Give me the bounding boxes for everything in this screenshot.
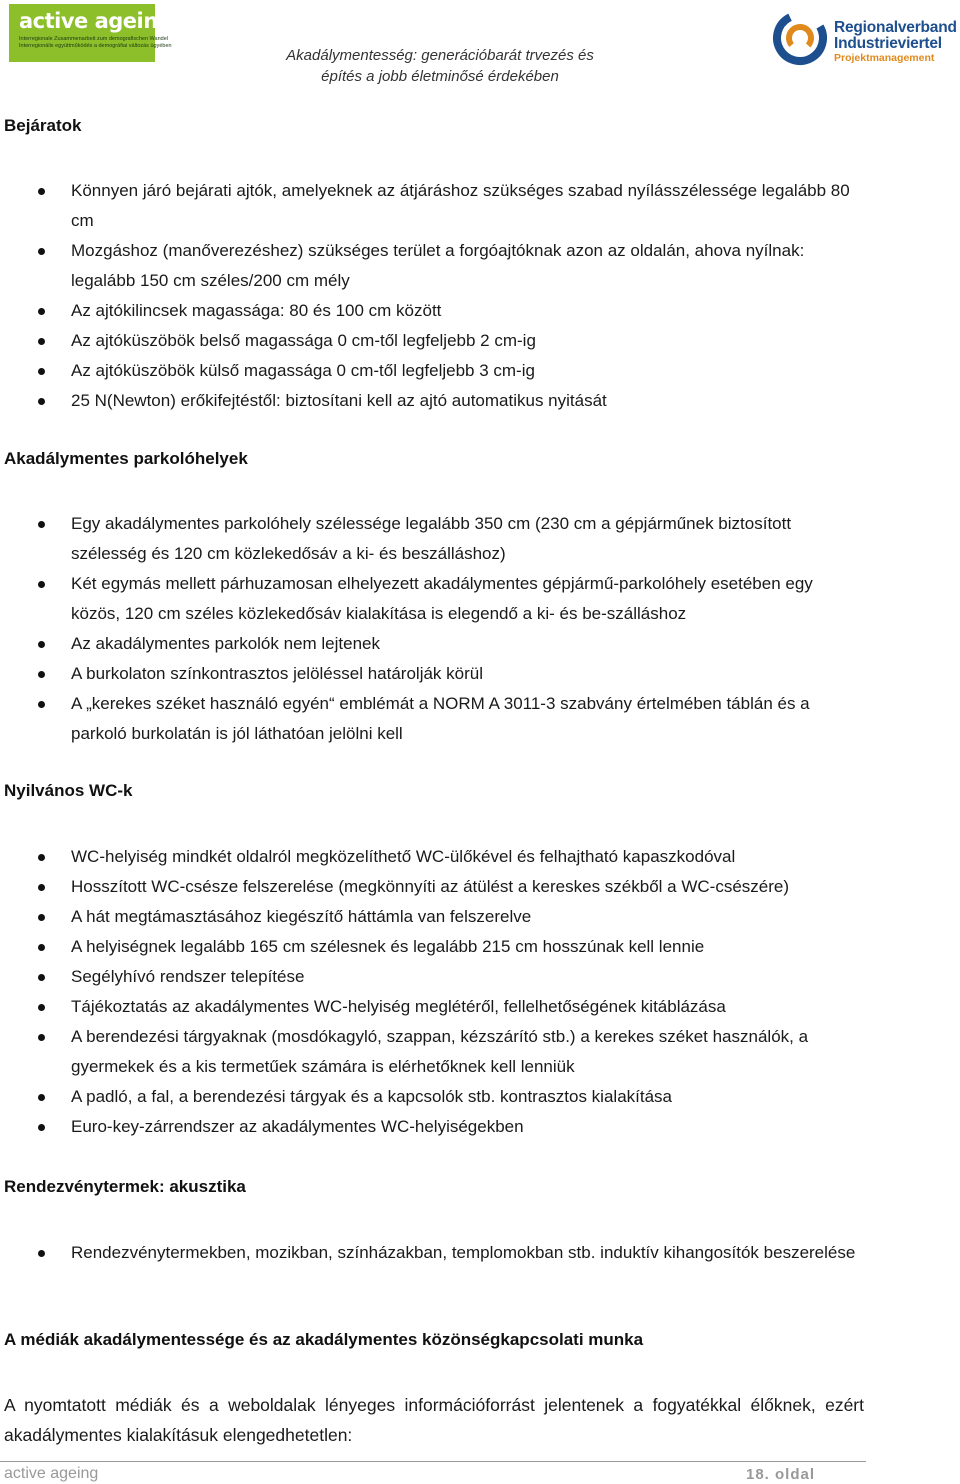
- header-title-line-2: építés a jobb életminősé érdekében: [321, 68, 559, 85]
- bullet-icon: [38, 884, 45, 891]
- section-heading: Rendezvénytermek: akusztika: [4, 1177, 246, 1196]
- logo-left-tagline-1: Interregionale Zusammenarbeit zum demografischen Wandel: [19, 36, 168, 42]
- section-heading: Nyilvános WC-k: [4, 781, 133, 800]
- bullet-icon: [38, 521, 45, 528]
- bullet-icon: [38, 188, 45, 195]
- list-item: A berendezési tárgyaknak (mosdókagyló, szappan, kézszárító stb.) a kerekes széket használók, a gyermekek és a kis termetűek számára is elérhetőknek kell lenniük: [0, 1022, 861, 1082]
- bullet-icon: [38, 641, 45, 648]
- bullet-list: [0, 1238, 900, 1268]
- list-item: Segélyhívó rendszer telepítése: [0, 962, 861, 992]
- regionalverband-logo: [771, 8, 956, 68]
- bullet-icon: [38, 368, 45, 375]
- list-item: Egy akadálymentes parkolóhely szélessége legalább 350 cm (230 cm a gépjárműnek biztosított szélesség és 120 cm közlekedősáv a ki- és beszálláshoz): [0, 509, 861, 569]
- regionalverband-mark-icon: [771, 8, 831, 68]
- bullet-icon: [38, 974, 45, 981]
- list-item: Euro-key-zárrendszer az akadálymentes WC-helyiségekben: [0, 1112, 861, 1142]
- header-title: [255, 45, 625, 87]
- logo-right-line-3: Projektmanagement: [834, 52, 935, 64]
- active-ageing-logo: [9, 4, 173, 62]
- bullet-list: [0, 176, 900, 416]
- bullet-icon: [38, 1250, 45, 1257]
- bullet-icon: [38, 914, 45, 921]
- list-item: Az ajtóküszöbök belső magassága 0 cm-től legfeljebb 2 cm-ig: [0, 326, 861, 356]
- page-number: 18. oldal: [746, 1466, 816, 1483]
- bullet-icon: [38, 1094, 45, 1101]
- list-item: Rendezvénytermekben, mozikban, színházakban, templomokban stb. induktív kihangosítók beszerelése: [0, 1238, 861, 1268]
- list-item: A padló, a fal, a berendezési tárgyak és a kapcsolók stb. kontrasztos kialakítása: [0, 1082, 861, 1112]
- list-item: A helyiségnek legalább 165 cm szélesnek és legalább 215 cm hosszúnak kell lennie: [0, 932, 861, 962]
- list-item: Hosszított WC-csésze felszerelése (megkönnyíti az átülést a kereskes székből a WC-csészére): [0, 872, 861, 902]
- bullet-icon: [38, 338, 45, 345]
- media-heading: A médiák akadálymentessége és az akadálymentes közönségkapcsolati munka: [4, 1330, 644, 1349]
- list-item: A „kerekes széket használó egyén“ emblémát a NORM A 3011-3 szabvány értelmében táblán és a parkoló burkolatán is jól láthatóan jelölni kell: [0, 689, 861, 749]
- bullet-icon: [38, 944, 45, 951]
- list-item: Az ajtókilincsek magassága: 80 és 100 cm között: [0, 296, 861, 326]
- bullet-icon: [38, 398, 45, 405]
- bullet-icon: [38, 854, 45, 861]
- bullet-icon: [38, 701, 45, 708]
- bullet-icon: [38, 308, 45, 315]
- list-item: Tájékoztatás az akadálymentes WC-helyiség meglétéről, fellelhetőségének kitáblázása: [0, 992, 861, 1022]
- logo-left-name: active ageing: [19, 9, 173, 33]
- bullet-icon: [38, 1004, 45, 1011]
- list-item: Az akadálymentes parkolók nem lejtenek: [0, 629, 861, 659]
- section-heading: Akadálymentes parkolóhelyek: [4, 449, 248, 468]
- list-item: Könnyen járó bejárati ajtók, amelyeknek az átjáráshoz szükséges szabad nyílásszélessége legalább 80 cm: [0, 176, 861, 236]
- list-item: 25 N(Newton) erőkifejtéstől: biztosítani kell az ajtó automatikus nyitását: [0, 386, 861, 416]
- list-item: Két egymás mellett párhuzamosan elhelyezett akadálymentes gépjármű-parkolóhely esetében egy közös, 120 cm széles közlekedősáv kialakítása is elegendő a ki- és be-szálláshoz: [0, 569, 861, 629]
- logo-right-line-1: Regionalverband: [834, 19, 957, 36]
- bullet-icon: [38, 1034, 45, 1041]
- footer-divider: [0, 1461, 866, 1462]
- bullet-icon: [38, 671, 45, 678]
- logo-left-tagline-2: Interregionális együttműködés a demográfiai változás ügyében: [19, 42, 172, 49]
- logo-right-line-2: Industrieviertel: [834, 35, 942, 52]
- header-title-line-1: Akadálymentesség: generációbarát trvezés és: [286, 47, 594, 64]
- list-item: Az ajtóküszöbök külső magassága 0 cm-től legfeljebb 3 cm-ig: [0, 356, 861, 386]
- bullet-icon: [38, 1124, 45, 1131]
- section-heading: Bejáratok: [4, 116, 82, 135]
- bullet-icon: [38, 581, 45, 588]
- list-item: A burkolaton színkontrasztos jelöléssel határolják körül: [0, 659, 861, 689]
- bullet-list: [0, 842, 900, 1142]
- list-item: Mozgáshoz (manőverezéshez) szükséges terület a forgóajtóknak azon az oldalán, ahova nyílnak: legalább 150 cm széles/200 cm mély: [0, 236, 861, 296]
- media-paragraph: A nyomtatott médiák és a weboldalak lényeges információforrást jelentenek a fogyatékkal élőknek, ezért akadálymentes kialakításuk elengedhetetlen:: [4, 1395, 864, 1445]
- list-item: WC-helyiség mindkét oldalról megközelíthető WC-ülőkével és felhajtható kapaszkodóval: [0, 842, 861, 872]
- bullet-icon: [38, 248, 45, 255]
- footer-left: active ageing: [4, 1465, 99, 1482]
- list-item: A hát megtámasztásához kiegészítő háttámla van felszerelve: [0, 902, 861, 932]
- bullet-list: [0, 509, 900, 749]
